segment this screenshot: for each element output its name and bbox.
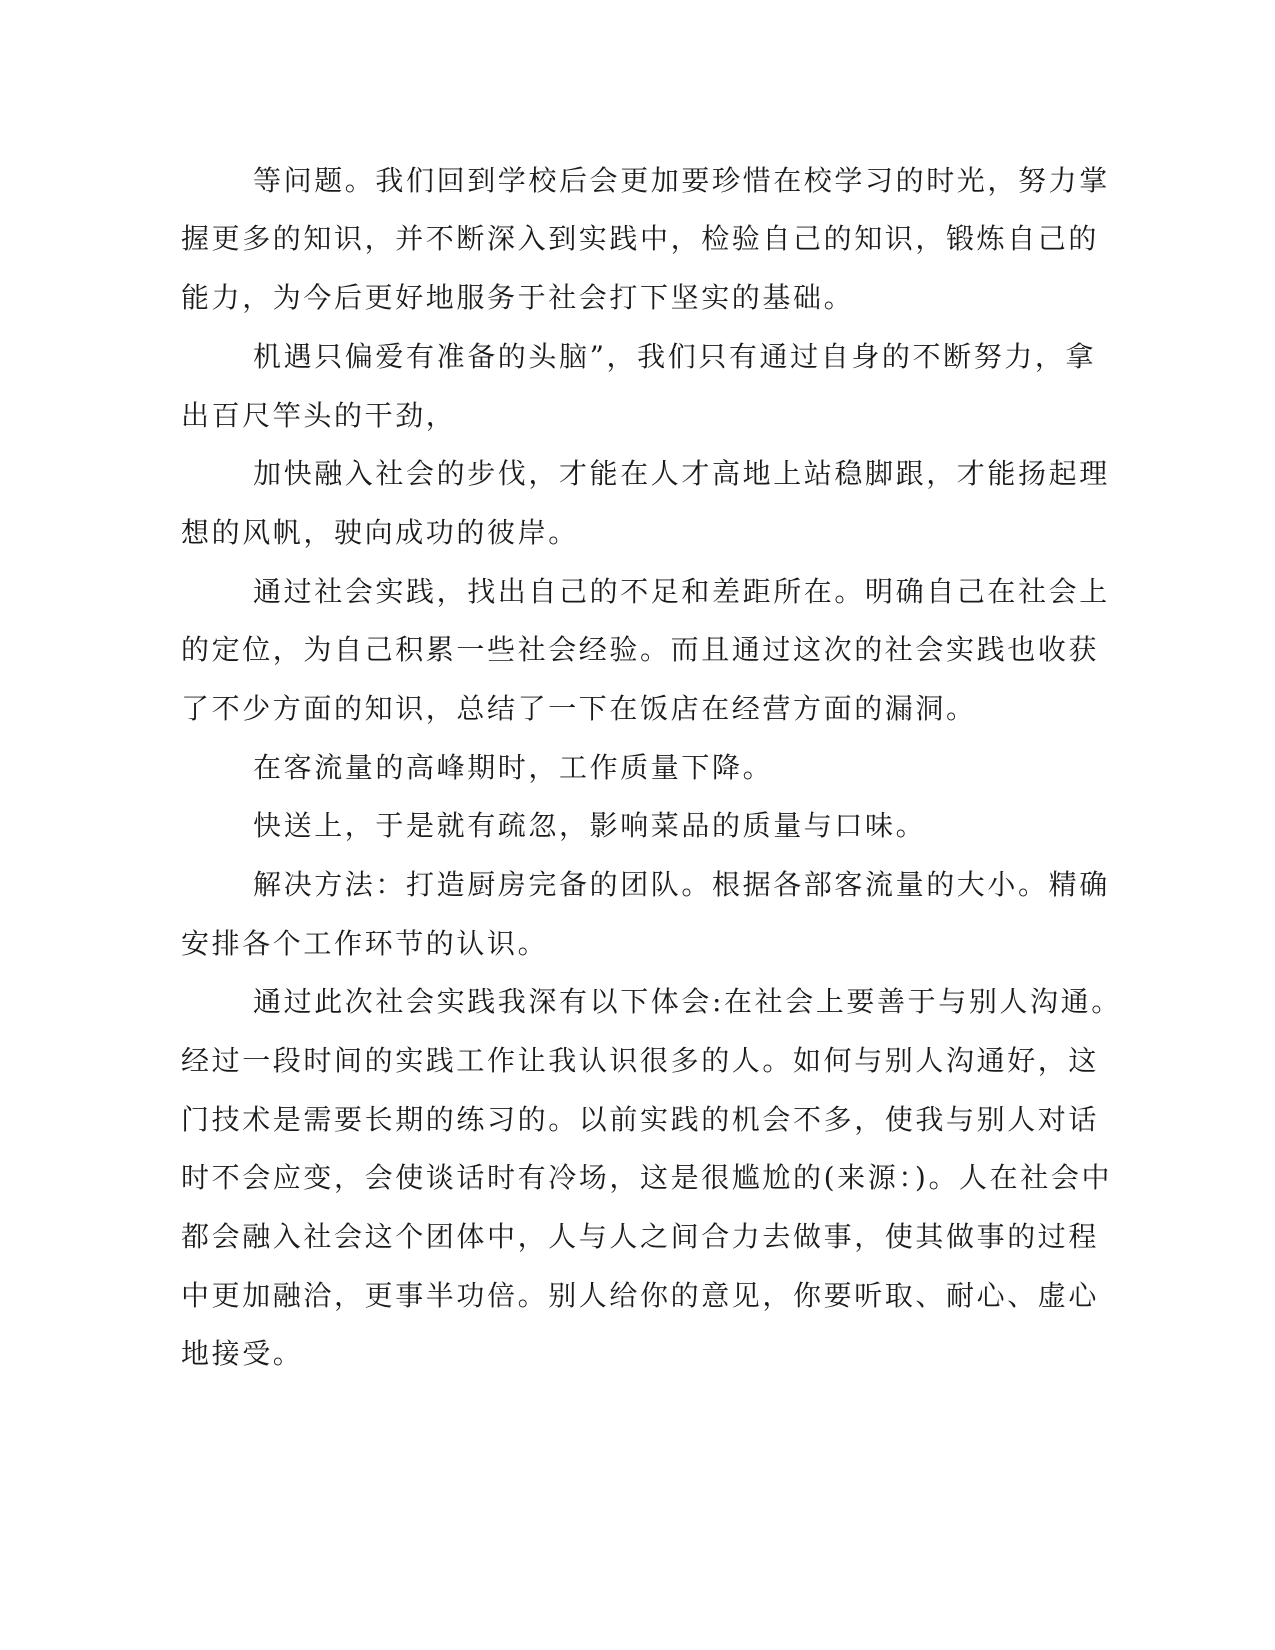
text-line: 通过社会实践，找出自己的不足和差距所在。明确自己在社会上 — [253, 575, 1110, 608]
text-line: 能力，为今后更好地服务于社会打下坚实的基础。 — [181, 281, 855, 314]
text-line: 加快融入社会的步伐，才能在人才高地上站稳脚跟，才能扬起理 — [253, 457, 1110, 490]
text-line: 了不少方面的知识，总结了一下在饭店在经营方面的漏洞。 — [181, 692, 977, 725]
text-line: 地接受。 — [181, 1337, 304, 1370]
text-line: 中更加融洽，更事半功倍。别人给你的意见，你要听取、耐心、虚心 — [181, 1279, 1100, 1312]
text-line: 都会融入社会这个团体中，人与人之间合力去做事，使其做事的过程 — [181, 1220, 1100, 1253]
text-line: 握更多的知识，并不断深入到实践中，检验自己的知识，锻炼自己的 — [181, 222, 1100, 255]
text-line: 门技术是需要长期的练习的。以前实践的机会不多，使我与别人对话 — [181, 1103, 1100, 1136]
text-line: 解决方法：打造厨房完备的团队。根据各部客流量的大小。精确 — [253, 868, 1110, 901]
text-line: 安排各个工作环节的认识。 — [181, 927, 549, 960]
text-line: 的定位，为自己积累一些社会经验。而且通过这次的社会实践也收获 — [181, 633, 1100, 666]
text-line: 快送上，于是就有疏忽，影响菜品的质量与口味。 — [253, 809, 927, 842]
text-line: 想的风帆，驶向成功的彼岸。 — [181, 516, 579, 549]
text-line: 时不会应变，会使谈话时有冷场，这是很尴尬的(来源：)。人在社会中 — [181, 1161, 1113, 1194]
text-line: 机遇只偏爱有准备的头脑”，我们只有通过自身的不断努力，拿 — [253, 340, 1097, 373]
text-line: 出百尺竿头的干劲， — [181, 399, 457, 432]
text-line: 经过一段时间的实践工作让我认识很多的人。如何与别人沟通好，这 — [181, 1044, 1100, 1077]
text-line: 等问题。我们回到学校后会更加要珍惜在校学习的时光，努力掌 — [253, 164, 1110, 197]
text-line: 通过此次社会实践我深有以下体会:在社会上要善于与别人沟通。 — [253, 985, 1122, 1018]
text-line: 在客流量的高峰期时，工作质量下降。 — [253, 751, 774, 784]
